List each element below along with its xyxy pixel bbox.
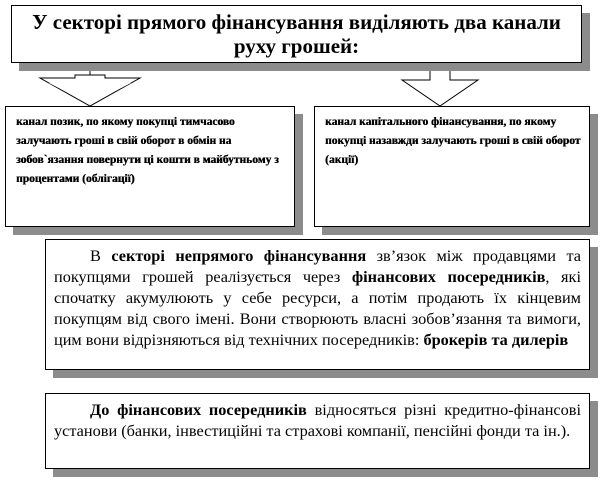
loan-channel-box <box>5 106 295 227</box>
arrow-left <box>40 63 140 106</box>
title-text: У секторі прямого фінансування виділяють два канали руху грошей: <box>32 10 561 58</box>
brokers-term: брокерів та дилерів <box>423 330 569 349</box>
indirect-part5: , які спочатку акумулюють у себе ресурси, а потім продають їх кінцевим покупцям від свого імені. Вони створюють власні зобов’язання та вимоги, цим вони відрізняються від технічних посередників: <box>54 267 581 349</box>
indirect-part1: В <box>90 246 101 265</box>
intermediaries-box <box>45 393 590 469</box>
indirect-term: секторі непрямого фінансування <box>111 246 367 265</box>
loan-channel-text: канал позик, по якому покупці тимчасово залучають гроші в свій оборот в обмін на зобов`язання повернути ці кошти в майбутньому з процентами (облігації) <box>16 116 279 185</box>
direct-finance-title-box <box>11 5 582 63</box>
indirect-finance-box <box>45 239 590 370</box>
arrow-right <box>402 63 478 106</box>
indirect-finance-text <box>46 240 589 350</box>
intermediaries-term: фінансових посередників <box>351 267 546 286</box>
intermediaries-body: відносяться різні кредитно-фінансові установи (банки, інвестиційні та страхові компанії, пенсійні фонди та ін.). <box>54 400 582 440</box>
capital-channel-box <box>314 106 590 227</box>
indirect-part3: зв’язок між продавцями та покупцями грошей реалізується через <box>54 246 581 286</box>
capital-channel-text: канал капітального фінансування, по якому покупці назавжди залучають гроші в свій оборот (акції) <box>325 116 581 166</box>
intermediaries-heading: До фінансових посередників <box>90 400 307 419</box>
intermediaries-text <box>46 394 589 441</box>
